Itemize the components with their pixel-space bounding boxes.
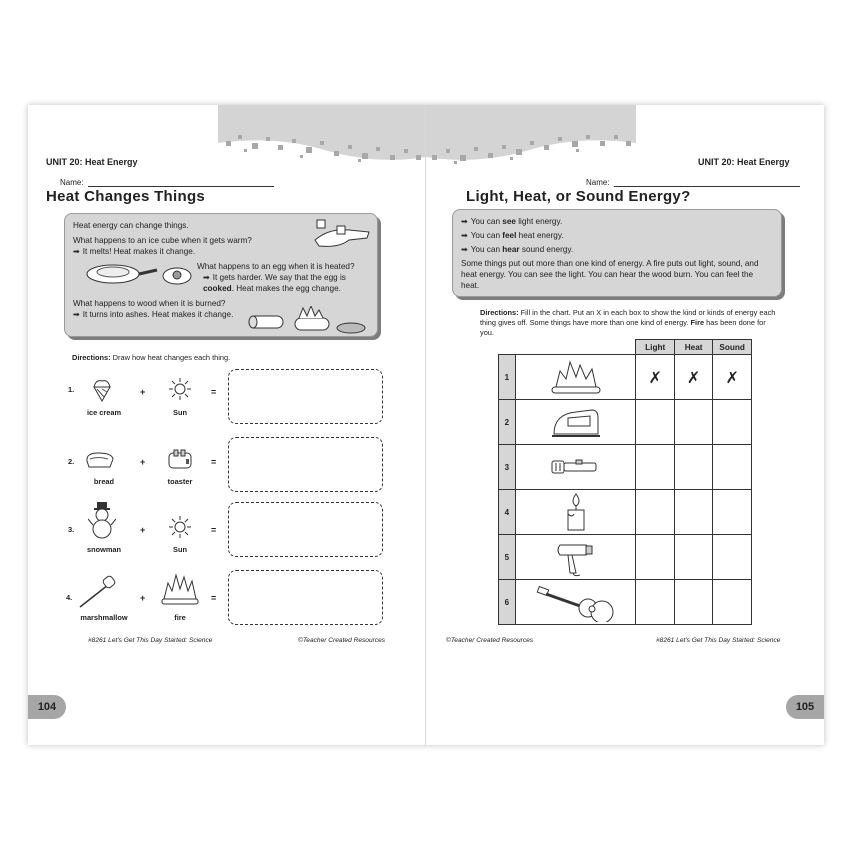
answer-3: It turns into ashes. Heat makes it change. [82,310,234,319]
answer-2b: . Heat makes the egg change. [231,284,341,293]
directions-end: has been done for you. [480,318,766,337]
energy-table [498,339,752,625]
plus-sign: + [140,593,146,603]
item-caption: fire [174,613,186,622]
bullet-text: heat energy. [516,231,564,240]
candle-icon [546,492,606,532]
mark-cell[interactable] [674,490,712,535]
sun-icon [168,377,192,401]
row-number: 1. [68,385,75,394]
hair-dryer-cell [515,535,636,580]
equals-sign: = [211,593,217,603]
bullet-text: light energy. [515,217,563,226]
arrow-icon: ➡ [73,310,80,319]
equals-sign: = [211,457,217,467]
plus-sign: + [140,457,146,467]
name-line[interactable] [88,178,274,187]
bullet-bold: feel [502,231,517,240]
bread-icon [84,449,116,471]
question-1: What happens to an ice cube when it gets warm? [73,236,252,245]
mark-cell[interactable]: ✗ [713,355,752,400]
mark-cell[interactable] [636,580,674,625]
name-line[interactable] [614,178,800,187]
confetti-decoration [426,105,636,165]
mark-cell[interactable] [713,580,752,625]
mark-cell[interactable]: ✗ [674,355,712,400]
question-3: What happens to wood when it is burned? [73,299,226,308]
equals-sign: = [211,387,217,397]
mark-cell[interactable] [674,400,712,445]
mark-cell[interactable] [636,490,674,535]
unit-label: UNIT 20: Heat Energy [698,157,790,167]
directions [480,308,780,338]
column-header-light: Light [636,340,674,355]
bullet-text: sound energy. [519,245,574,254]
table-row [499,400,752,445]
item-caption: marshmallow [80,613,128,622]
arrow-icon: ➡ [73,247,80,256]
fire-cell [515,355,636,400]
table-row [499,535,752,580]
bullet-bold: hear [502,245,520,254]
iron-cell [515,400,636,445]
burning-logs-icon [245,306,369,336]
footer-left: #8261 Let's Get This Day Started: Science [88,637,213,644]
bullet-text: You can [470,217,503,226]
column-header-heat: Heat [674,340,712,355]
unit-label: UNIT 20: Heat Energy [46,157,138,167]
table-header-row [499,340,752,355]
table-row [499,355,752,400]
iron-icon [546,404,606,440]
item-caption: bread [93,477,115,486]
left-page [28,105,426,745]
snowman-icon [88,501,116,539]
row-number: 3 [499,445,516,490]
drawing-box[interactable] [228,437,383,492]
directions-text: Draw how heat changes each thing. [112,353,231,362]
confetti-decoration [218,105,426,165]
column-header-sound: Sound [713,340,752,355]
row-number: 4. [66,593,73,602]
arrow-icon: ➡ [461,231,468,240]
table-row [499,490,752,535]
row-number: 2. [68,457,75,466]
info-paragraph: Some things put out more than one kind of energy. A fire puts out light, sound, and heat energy. You can see the light. You can hear the wood burn. You can feel the heat. [461,259,759,290]
mark-cell[interactable] [636,400,674,445]
answer-1: It melts! Heat makes it change. [82,247,196,256]
drawing-box[interactable] [228,502,383,557]
row-number: 4 [499,490,516,535]
workbook-spread [28,105,824,745]
plus-sign: + [140,387,146,397]
hand-ice-icon [309,218,373,252]
table-row [499,580,752,625]
equals-sign: = [211,525,217,535]
flashlight-cell [515,445,636,490]
page-title: Heat Changes Things [46,188,206,205]
ice-cream-icon [90,377,116,403]
guitar-icon [536,582,616,622]
row-number: 3. [68,525,75,534]
bullet-bold: see [502,217,516,226]
item-caption: toaster [167,477,193,486]
directions-bold: Fire [690,318,705,327]
drawing-box[interactable] [228,570,383,625]
table-row [499,445,752,490]
item-caption: ice cream [86,408,122,417]
info-intro: Heat energy can change things. [73,221,189,230]
frying-pan-egg-icon [73,254,193,288]
fire-icon [546,359,606,395]
mark-cell[interactable] [713,490,752,535]
directions-text: Fill in the chart. Put an X in each box to show the kind or kinds of energy each thing gives off. Some things have more than one kind of energy. [480,308,776,327]
row-number: 5 [499,535,516,580]
mark-cell[interactable] [713,400,752,445]
flashlight-icon [546,449,606,485]
mark-cell[interactable] [636,445,674,490]
answer-2a: It gets harder. We say that the egg is [212,273,346,282]
arrow-icon: ➡ [203,273,210,282]
row-number: 2 [499,400,516,445]
info-box [64,213,378,337]
page-title: Light, Heat, or Sound Energy? [466,188,691,205]
directions-label: Directions: [72,353,111,362]
table-corner [499,340,636,355]
guitar-cell [515,580,636,625]
sun-icon [168,515,192,539]
drawing-box[interactable] [228,369,383,424]
footer-right: #8261 Let's Get This Day Started: Science [656,637,781,644]
footer-left: ©Teacher Created Resources [446,637,534,644]
row-number: 6 [499,580,516,625]
fire-icon [158,571,202,607]
question-2: What happens to an egg when it is heated? [197,262,355,271]
item-caption: Sun [173,545,187,554]
right-page [426,105,824,745]
footer-right: ©Teacher Created Resources [298,637,386,644]
directions [72,353,230,363]
mark-cell[interactable]: ✗ [636,355,674,400]
name-label: Name: [60,178,84,187]
name-field[interactable] [60,178,274,187]
mark-cell[interactable] [674,580,712,625]
answer-2-bold: cooked [203,284,232,293]
candle-cell [515,490,636,535]
arrow-icon: ➡ [461,217,468,226]
page-number: 104 [28,695,66,719]
arrow-icon: ➡ [461,245,468,254]
mark-cell[interactable] [713,535,752,580]
mark-cell[interactable] [674,445,712,490]
marshmallow-icon [78,575,118,609]
item-caption: snowman [86,545,122,554]
mark-cell[interactable] [674,535,712,580]
row-number: 1 [499,355,516,400]
bullet-text: You can [470,245,503,254]
name-field[interactable] [586,178,800,187]
toaster-icon [166,447,194,471]
mark-cell[interactable] [636,535,674,580]
mark-cell[interactable] [713,445,752,490]
directions-label: Directions: [480,308,519,317]
item-caption: Sun [173,408,187,417]
bullet-text: You can [470,231,503,240]
info-box [452,209,782,297]
energy-chart [498,339,752,625]
name-label: Name: [586,178,610,187]
page-number: 105 [786,695,824,719]
plus-sign: + [140,525,146,535]
hair-dryer-icon [546,537,606,577]
